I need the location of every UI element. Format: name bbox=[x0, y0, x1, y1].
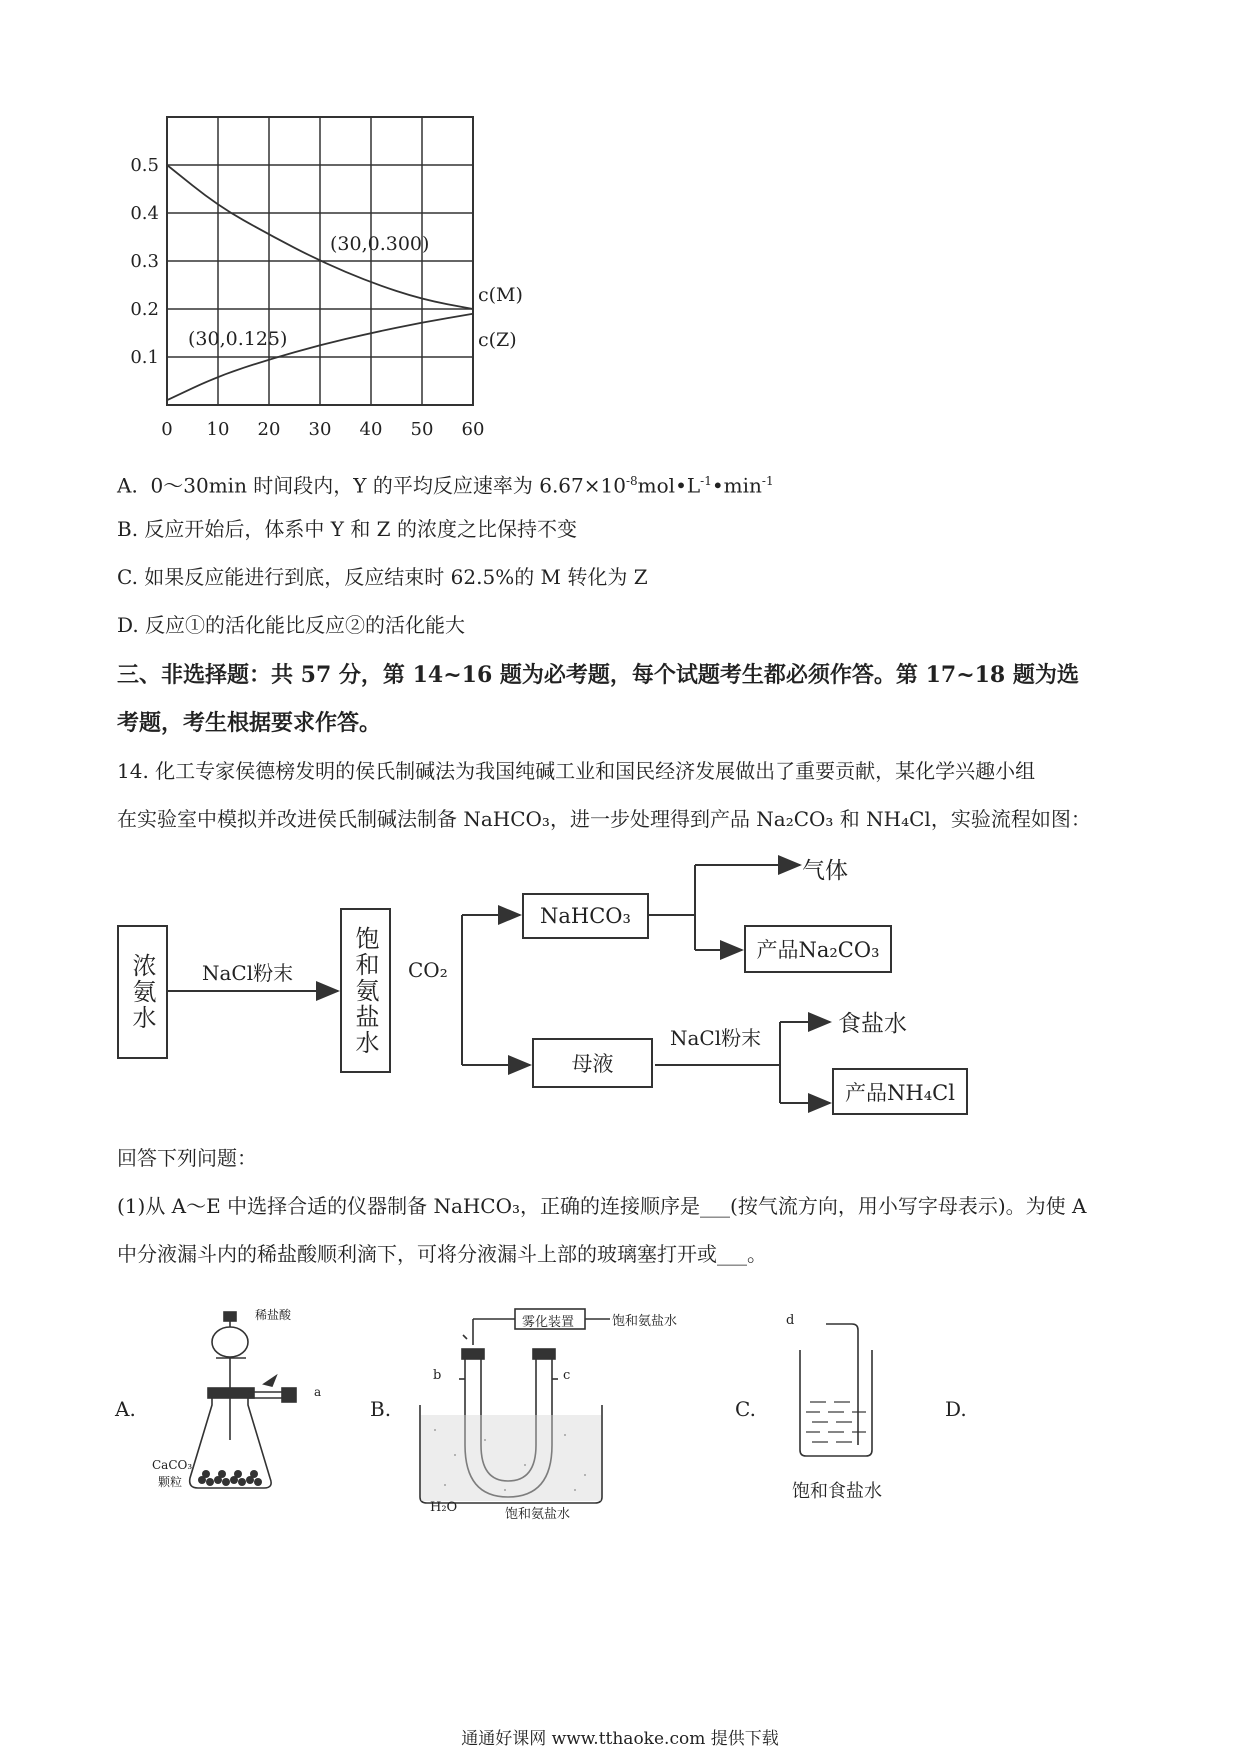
apparatus-c-port-d: d bbox=[786, 1313, 795, 1328]
y-tick-label: 0.4 bbox=[130, 203, 159, 224]
x-tick-label: 10 bbox=[206, 419, 230, 440]
flow-label-nacl-2: NaCl粉末 bbox=[670, 1026, 762, 1050]
flow-box-mother-liquor: 母液 bbox=[532, 1038, 653, 1088]
apparatus-b-port-b: b bbox=[433, 1368, 442, 1383]
annotation-m: (30,0.300) bbox=[330, 233, 430, 255]
x-tick-label: 50 bbox=[410, 419, 434, 440]
x-tick-label: 0 bbox=[161, 419, 173, 440]
apparatus-b-water-label: H₂O bbox=[430, 1500, 458, 1515]
apparatus-c-liquid-label: 饱和食盐水 bbox=[792, 1481, 882, 1502]
apparatus-c-label: C. bbox=[735, 1397, 756, 1421]
flow-box-na2co3: 产品Na₂CO₃ bbox=[744, 925, 892, 973]
x-tick-label: 30 bbox=[308, 419, 332, 440]
apparatus-b-port-c: c bbox=[563, 1368, 571, 1383]
option-d: D. 反应①的活化能比反应②的活化能大 bbox=[117, 613, 466, 637]
flow-box-nahco3: NaHCO₃ bbox=[522, 893, 649, 939]
series-label-m: c(M) bbox=[478, 284, 523, 306]
apparatus-b-device-label: 雾化装置 bbox=[522, 1315, 575, 1330]
q14-line2: 在实验室中模拟并改进侯氏制碱法制备 NaHCO₃，进一步处理得到产品 Na₂CO₃ 和 NH₄Cl，实验流程如图： bbox=[117, 807, 1091, 831]
flow-box-ammonia: 浓氨水 bbox=[117, 925, 168, 1059]
apparatus-c-beaker bbox=[790, 1310, 890, 1470]
x-tick-label: 60 bbox=[461, 419, 485, 440]
q1-line2: 中分液漏斗内的稀盐酸顺利滴下，可将分液漏斗上部的玻璃塞打开或___。 bbox=[117, 1242, 767, 1266]
apparatus-a-solid-label: CaCO₃ bbox=[152, 1458, 193, 1472]
flow-label-gas: 气体 bbox=[802, 858, 848, 884]
y-tick-label: 0.2 bbox=[130, 299, 159, 320]
apparatus-a-label: A. bbox=[115, 1397, 136, 1421]
section-heading-line1: 三、非选择题：共 57 分，第 14~16 题为必考题，每个试题考生都必须作答。第 17~18 题为选 bbox=[117, 662, 1079, 688]
option-a-mid: mol•L bbox=[637, 473, 701, 498]
series-label-z: c(Z) bbox=[478, 329, 517, 351]
annotation-z: (30,0.125) bbox=[188, 328, 288, 350]
answer-prompt: 回答下列问题： bbox=[117, 1146, 257, 1170]
flow-box-nh4cl: 产品NH₄Cl bbox=[832, 1068, 968, 1115]
option-a-dot: •min bbox=[711, 473, 762, 498]
flow-label-brine: 食盐水 bbox=[838, 1011, 907, 1037]
option-a-label: A. bbox=[117, 473, 138, 498]
apparatus-b-liquid-label: 饱和氨盐水 bbox=[505, 1507, 571, 1522]
y-tick-label: 0.1 bbox=[130, 347, 159, 368]
y-tick-label: 0.3 bbox=[130, 251, 159, 272]
option-a-exp2: -1 bbox=[700, 474, 712, 488]
x-tick-label: 40 bbox=[359, 419, 383, 440]
apparatus-b-label: B. bbox=[370, 1397, 392, 1421]
option-a-text: 0～30min 时间段内，Y 的平均反应速率为 6.67×10 bbox=[150, 473, 626, 498]
footer-watermark: 通通好课网 www.tthaoke.com 提供下载 bbox=[461, 1729, 779, 1749]
apparatus-d-label: D. bbox=[945, 1397, 967, 1421]
y-tick-label: 0.5 bbox=[130, 155, 159, 176]
option-b: B. 反应开始后，体系中 Y 和 Z 的浓度之比保持不变 bbox=[117, 517, 577, 541]
apparatus-a-port-label: a bbox=[314, 1385, 322, 1399]
apparatus-b-feed-label: 饱和氨盐水 bbox=[612, 1314, 678, 1329]
concentration-chart bbox=[130, 105, 560, 450]
option-a-exp3: -1 bbox=[761, 474, 774, 488]
option-a bbox=[117, 468, 774, 499]
apparatus-a-granule-label: 颗粒 bbox=[158, 1475, 183, 1489]
q14-line1: 14. 化工专家侯德榜发明的侯氏制碱法为我国纯碱工业和国民经济发展做出了重要贡献，某化学兴趣小组 bbox=[117, 759, 1036, 783]
section-heading-line2: 考题，考生根据要求作答。 bbox=[117, 710, 382, 736]
apparatus-b-utube bbox=[415, 1305, 615, 1520]
x-tick-label: 20 bbox=[257, 419, 281, 440]
flow-box-saturated: 饱和氨盐水 bbox=[340, 908, 391, 1073]
chart-ticks bbox=[130, 155, 484, 440]
option-c: C. 如果反应能进行到底，反应结束时 62.5%的 M 转化为 Z bbox=[117, 565, 648, 589]
q1-line1: (1)从 A～E 中选择合适的仪器制备 NaHCO₃，正确的连接顺序是___(按气流方向，用小写字母表示)。为使 A bbox=[117, 1194, 1087, 1218]
apparatus-a-acid-label: 稀盐酸 bbox=[255, 1308, 292, 1322]
flow-label-co2: CO₂ bbox=[408, 958, 448, 982]
flow-label-nacl-1: NaCl粉末 bbox=[202, 961, 294, 985]
option-a-exp1: -8 bbox=[625, 474, 638, 488]
